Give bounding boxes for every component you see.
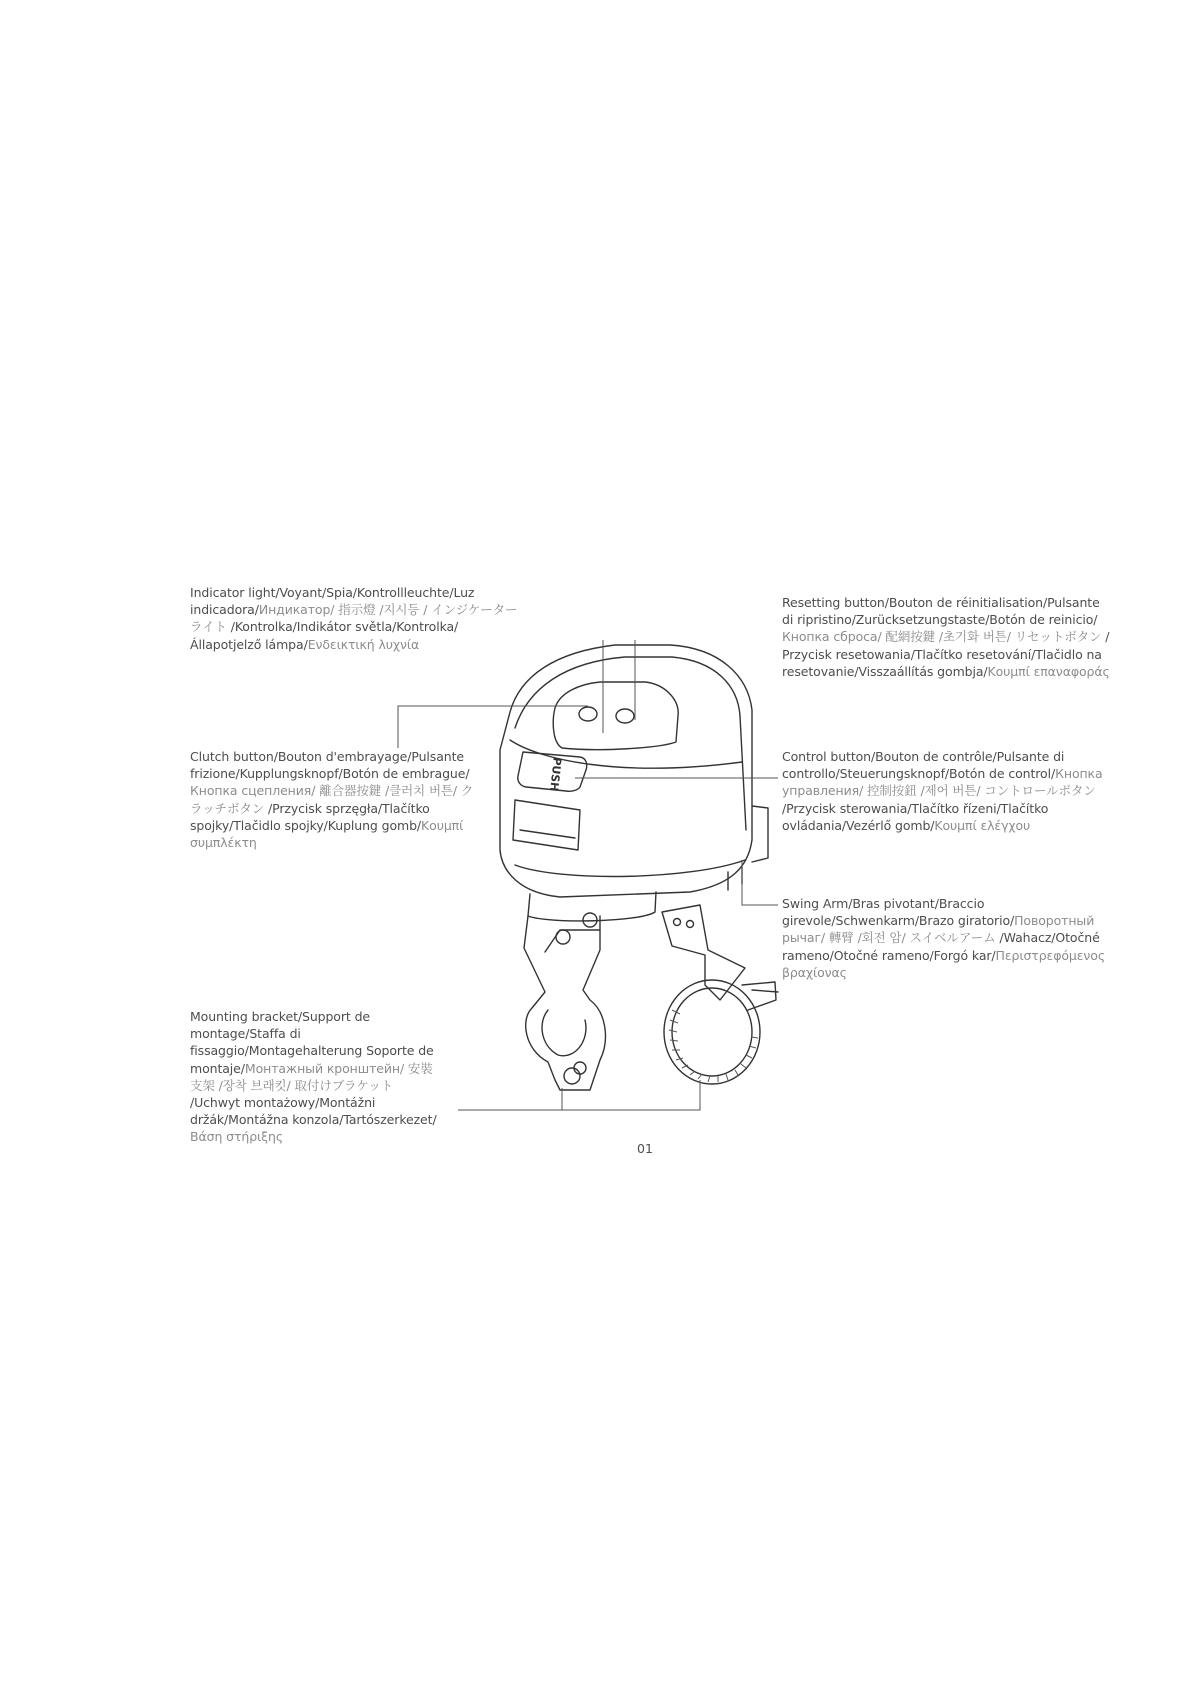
label-segment: /Uchwyt montażowy/Montážni držák/Montážna konzola/Tartószerkezet/ — [190, 1095, 437, 1128]
label-segment: Indicator light/Voyant/Spia/Kontrollleuchte/Luz indicadora/ — [190, 585, 475, 618]
swing-arm-label — [782, 895, 1112, 981]
body-seam — [740, 716, 746, 830]
label-segment: Swing Arm/Bras pivotant/Braccio girevole/Schwenkarm/Brazo giratorio/ — [782, 896, 1015, 929]
front-recess — [513, 800, 580, 850]
label-segment: /Wahacz/Otočné rameno/Otočné rameno/Forgó kar/ — [782, 930, 1100, 963]
page-number: 01 — [637, 1141, 653, 1156]
leader-mounting — [458, 1080, 700, 1110]
label-segment: /Przycisk sprzęgła/Tlačítko spojky/Tlačidlo spojky/Kuplung gomb/ — [190, 800, 430, 833]
label-segment: Кнопка управления/ 控制按鈕 /제어 버튼/ コントロールボタン — [782, 766, 1103, 799]
label-segment: Поворотный рычаг/ 轉臂 /회전 암/ スイベルアーム — [782, 913, 1095, 946]
swing-arm-hole — [687, 921, 694, 928]
lower-ring — [515, 860, 745, 876]
bolt — [564, 1068, 580, 1084]
label-segment: Индикатор/ 指示燈 /지시등 / インジケーターライト — [190, 602, 518, 635]
label-segment: Κουμπί ελέγχου — [934, 817, 1031, 833]
resetting-button-label — [782, 594, 1112, 680]
bolt — [574, 1062, 586, 1074]
indicator-light-label — [190, 584, 525, 653]
push-label: PUSH — [547, 756, 564, 793]
control-button-label — [782, 748, 1112, 834]
pipe-clamp-ring — [664, 980, 760, 1084]
label-segment: Ενδεικτική λυχνία — [307, 636, 420, 652]
label-segment: Κουμπί συμπλέκτη — [190, 817, 464, 851]
bolt — [583, 913, 597, 927]
leader-swing — [742, 860, 778, 905]
label-segment: Mounting bracket/Support de montage/Staffa di fissaggio/Montagehalterung Soporte de montaje/ — [190, 1009, 434, 1076]
front-recess-inner — [520, 830, 575, 838]
label-segment: Περιστρεφόμενος βραχίονας — [782, 947, 1106, 980]
clamp-screw — [752, 990, 778, 992]
label-segment: Кнопка сцепления/ 離合器按鍵 /클러치 버튼/ クラッチボタン — [190, 783, 474, 816]
label-segment: Монтажный кронштейн/ 安裝支架 /장착 브래킷/ 取付けブラケット — [190, 1060, 433, 1093]
bracket-clamp-inner — [542, 1010, 586, 1056]
swing-arm-hole — [674, 919, 681, 926]
label-segment: /Kontrolka/Indikátor světla/Kontrolka/Állapotjelző lámpa/ — [190, 619, 459, 652]
clamp-ribs — [669, 1010, 758, 1082]
leader-clutch — [398, 706, 588, 748]
pipe-clamp-ring-inner — [672, 988, 752, 1076]
mounting-bracket-label — [190, 1008, 445, 1146]
label-segment: / Przycisk resetowania/Tlačítko resetování/Tlačidlo na resetovanie/Visszaállítás gombja/ — [782, 629, 1110, 679]
valve-body-outline — [500, 645, 752, 897]
label-segment: Κουμπί επαναφοράς — [987, 663, 1110, 679]
label-segment: Resetting button/Bouton de réinitialisation/Pulsante di ripristino/Zurücksetzungstaste/Botón de reinicio/ — [782, 595, 1100, 628]
label-segment: /Przycisk sterowania/Tlačítko řízeni/Tlačítko ovládania/Vezérlő gomb/ — [782, 800, 1049, 833]
bolt — [556, 930, 570, 944]
top-cap-outline — [515, 657, 740, 728]
clutch-button-label — [190, 748, 480, 851]
bracket-plate — [545, 930, 600, 952]
clutch-button-shape — [579, 707, 597, 721]
label-segment: Control button/Bouton de contrôle/Pulsante di controllo/Steuerungsknopf/Botón de control/ — [782, 749, 1065, 782]
label-segment: Clutch button/Bouton d'embrayage/Pulsante frizione/Kupplungsknopf/Botón de embrague/ — [190, 749, 470, 782]
label-segment: Кнопка сброса/ 配網按鍵 /초기화 버튼/ リセットボタン — [782, 629, 1102, 645]
label-segment: Βάση στήριξης — [190, 1129, 284, 1145]
control-button-shape — [616, 709, 634, 723]
right-flange — [728, 806, 768, 890]
mounting-bracket-left — [524, 916, 605, 1090]
